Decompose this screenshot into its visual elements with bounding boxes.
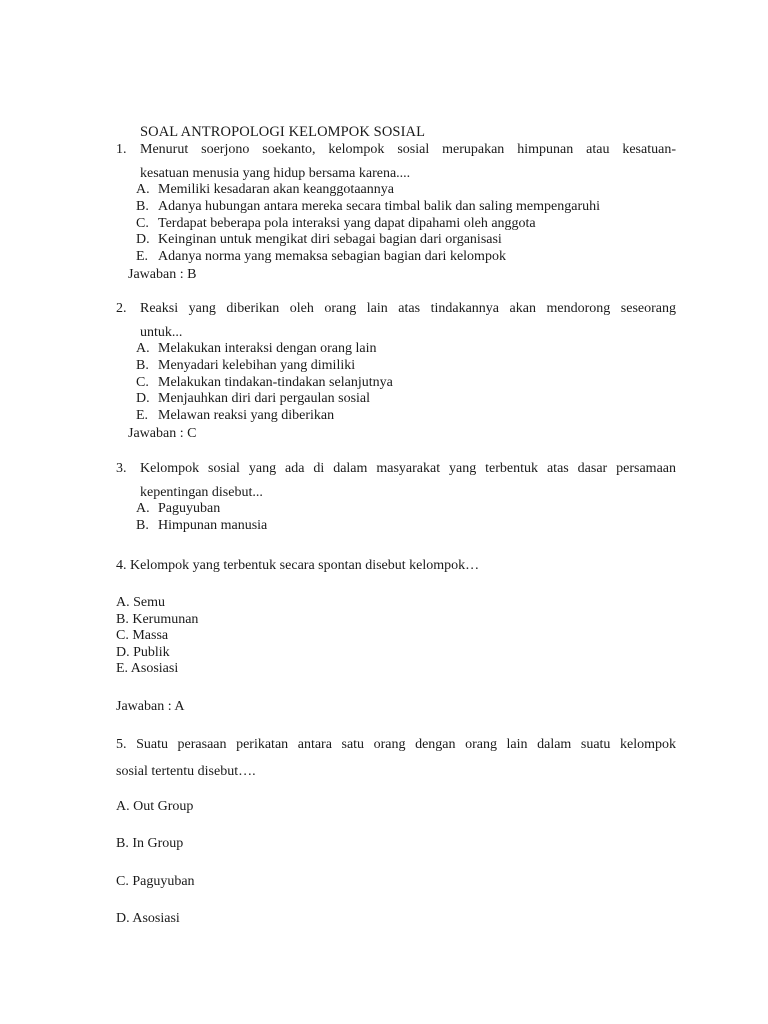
question-5-option-a: A. Out Group	[116, 799, 194, 814]
option-text: Adanya hubungan antara mereka secara timbal balik dan saling mempengaruhi	[158, 198, 600, 214]
option-text: Melakukan tindakan-tindakan selanjutnya	[158, 374, 393, 390]
answer-key: Jawaban : B	[128, 266, 197, 282]
question-5-option-b: B. In Group	[116, 836, 184, 851]
option-letter: D.	[136, 232, 150, 248]
option-a	[136, 341, 676, 358]
option-letter: A.	[136, 182, 150, 197]
question-4-text: 4. Kelompok yang terbentuk secara spontan disebut kelompok…	[116, 558, 480, 573]
option-c	[136, 375, 676, 392]
option-text: Melakukan interaksi dengan orang lain	[158, 341, 377, 356]
option-list	[136, 341, 676, 425]
option-letter: B.	[136, 517, 149, 533]
option-text: Menyadari kelebihan yang dimiliki	[158, 357, 356, 373]
option-text: Menjauhkan diri dari pergaulan sosial	[158, 391, 371, 407]
question-5-text-continuation: sosial tertentu disebut….	[116, 764, 256, 779]
option-c: C. Massa	[116, 628, 169, 644]
option-text: Memiliki kesadaran akan keanggotaannya	[158, 182, 394, 197]
option-text: Keinginan untuk mengikat diri sebagai bagian dari organisasi	[158, 232, 502, 248]
question-5-option-c: C. Paguyuban	[116, 874, 195, 889]
question-text-line: Menurut soerjono soekanto, kelompok sosial merupakan himpunan atau kesatuan-	[140, 142, 676, 157]
question-number: 3.	[116, 461, 127, 476]
option-e: E. Asosiasi	[116, 661, 179, 677]
question-4-options	[116, 595, 198, 678]
question-4-answer: Jawaban : A	[116, 699, 185, 714]
option-b: B. Kerumunan	[116, 611, 199, 627]
question-text-continuation: kesatuan menusia yang hidup bersama karena....	[140, 166, 411, 181]
option-e	[136, 408, 676, 425]
option-letter: A.	[136, 341, 150, 356]
option-letter: E.	[136, 408, 149, 424]
option-d	[136, 232, 676, 249]
option-text: Himpunan manusia	[158, 517, 268, 533]
question-3	[116, 461, 676, 535]
option-text: Paguyuban	[158, 501, 221, 516]
option-text: Melawan reaksi yang diberikan	[158, 408, 335, 424]
question-number: 2.	[116, 301, 127, 316]
question-text-continuation: untuk...	[140, 325, 183, 340]
option-letter: C.	[136, 374, 149, 390]
question-text-continuation: kepentingan disebut...	[140, 485, 263, 500]
question-text-line: Kelompok sosial yang ada di dalam masyarakat yang terbentuk atas dasar persamaan	[140, 461, 676, 476]
option-list	[136, 182, 676, 266]
question-3-stem	[116, 461, 676, 477]
option-letter: B.	[136, 357, 149, 373]
option-a: A. Semu	[116, 595, 165, 610]
option-text: Terdapat beberapa pola interaksi yang dapat dipahami oleh anggota	[158, 215, 536, 231]
question-1-stem	[116, 142, 676, 158]
option-a	[136, 182, 676, 199]
option-letter: A.	[136, 501, 150, 516]
question-number: 1.	[116, 142, 127, 157]
option-e	[136, 249, 676, 266]
document-title: SOAL ANTROPOLOGI KELOMPOK SOSIAL	[140, 124, 426, 140]
option-b	[136, 518, 676, 535]
option-letter: B.	[136, 198, 149, 214]
option-a	[136, 501, 676, 518]
option-letter: E.	[136, 249, 149, 265]
option-d: D. Publik	[116, 644, 170, 660]
question-text-line: Reaksi yang diberikan oleh orang lain atas tindakannya akan mendorong seseorang	[140, 301, 676, 316]
option-d	[136, 391, 676, 408]
option-list	[136, 501, 676, 535]
option-b	[136, 199, 676, 216]
option-letter: D.	[136, 391, 150, 407]
option-text: Adanya norma yang memaksa sebagian bagian dari kelompok	[158, 249, 506, 265]
question-5-option-d: D. Asosiasi	[116, 911, 180, 926]
question-2	[116, 301, 676, 442]
option-letter: C.	[136, 215, 149, 231]
question-1	[116, 142, 676, 283]
option-b	[136, 358, 676, 375]
answer-key: Jawaban : C	[128, 425, 197, 441]
option-c	[136, 216, 676, 233]
question-5-text-line: 5. Suatu perasaan perikatan antara satu orang dengan orang lain dalam suatu kelompok	[116, 737, 676, 752]
question-2-stem	[116, 301, 676, 317]
